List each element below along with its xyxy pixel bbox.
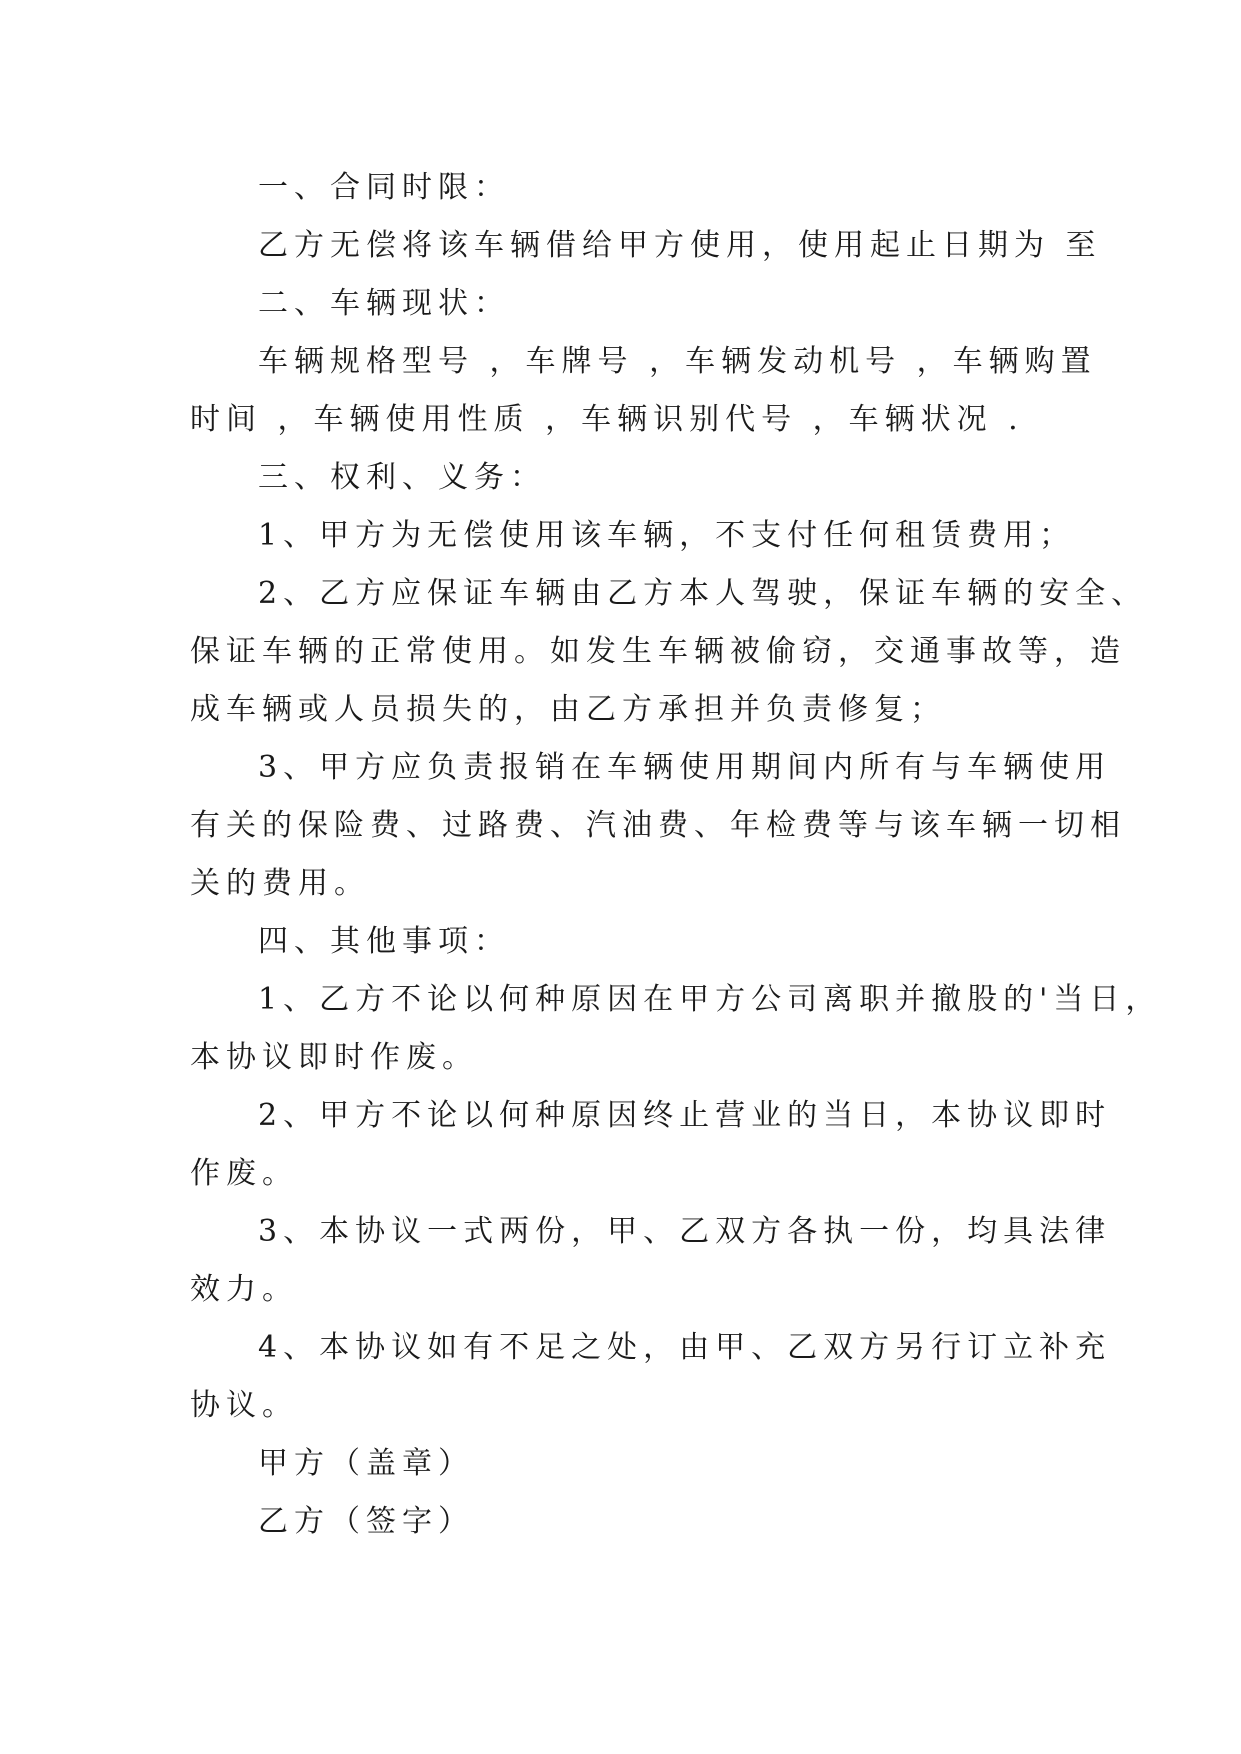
section-heading-vehicle-status xyxy=(190,275,1050,333)
text-line: 甲方（盖章） xyxy=(258,1446,474,1481)
text-line: 本协议即时作废。 xyxy=(190,1040,478,1075)
paragraph-obligation-2 xyxy=(190,565,1148,739)
text-line: 四、其他事项： xyxy=(258,924,510,959)
paragraph-matter-2 xyxy=(190,1087,1112,1203)
text-line: 关的费用。 xyxy=(190,866,370,901)
paragraph-obligation-3 xyxy=(190,739,1126,913)
paragraph-obligation-1 xyxy=(190,507,1076,565)
text-line: 2、乙方应保证车辆由乙方本人驾驶，保证车辆的安全、 xyxy=(258,576,1148,611)
text-line: 协议。 xyxy=(190,1388,298,1423)
paragraph-matter-3 xyxy=(190,1203,1112,1319)
section-heading-rights-obligations xyxy=(190,449,1050,507)
text-line: 2、甲方不论以何种原因终止营业的当日，本协议即时 xyxy=(258,1098,1112,1133)
text-line: 1、乙方不论以何种原因在甲方公司离职并撤股的'当日， xyxy=(258,982,1162,1017)
text-line: 乙方（签字） xyxy=(258,1504,474,1539)
text-line: 成车辆或人员损失的，由乙方承担并负责修复； xyxy=(190,692,946,727)
signature-party-b xyxy=(190,1493,1050,1551)
text-line: 作废。 xyxy=(190,1156,298,1191)
paragraph-matter-4 xyxy=(190,1319,1112,1435)
text-line: 车辆规格型号 ，车牌号 ，车辆发动机号 ，车辆购置 xyxy=(258,344,1097,379)
text-line: 3、甲方应负责报销在车辆使用期间内所有与车辆使用 xyxy=(258,750,1112,785)
text-line: 1、甲方为无偿使用该车辆，不支付任何租赁费用； xyxy=(258,518,1076,553)
text-line: 时间 ，车辆使用性质 ，车辆识别代号 ，车辆状况 . xyxy=(190,402,1024,437)
document-body xyxy=(190,159,1162,1551)
text-line: 效力。 xyxy=(190,1272,298,1307)
section-heading-term xyxy=(190,159,1050,217)
section-heading-other-matters xyxy=(190,913,1050,971)
paragraph-vehicle-details xyxy=(190,333,1097,449)
signature-party-a xyxy=(190,1435,1050,1493)
text-line: 4、本协议如有不足之处，由甲、乙双方另行订立补充 xyxy=(258,1330,1112,1365)
text-line: 有关的保险费、过路费、汽油费、年检费等与该车辆一切相 xyxy=(190,808,1126,843)
text-line: 二、车辆现状： xyxy=(258,286,510,321)
paragraph-matter-1 xyxy=(190,971,1162,1087)
text-line: 三、权利、义务： xyxy=(258,460,546,495)
text-line: 一、合同时限： xyxy=(258,170,510,205)
text-line: 乙方无偿将该车辆借给甲方使用，使用起止日期为 至 xyxy=(258,228,1102,263)
paragraph-loan-term xyxy=(190,217,1102,275)
text-line: 3、本协议一式两份，甲、乙双方各执一份，均具法律 xyxy=(258,1214,1112,1249)
text-line: 保证车辆的正常使用。如发生车辆被偷窃，交通事故等，造 xyxy=(190,634,1126,669)
